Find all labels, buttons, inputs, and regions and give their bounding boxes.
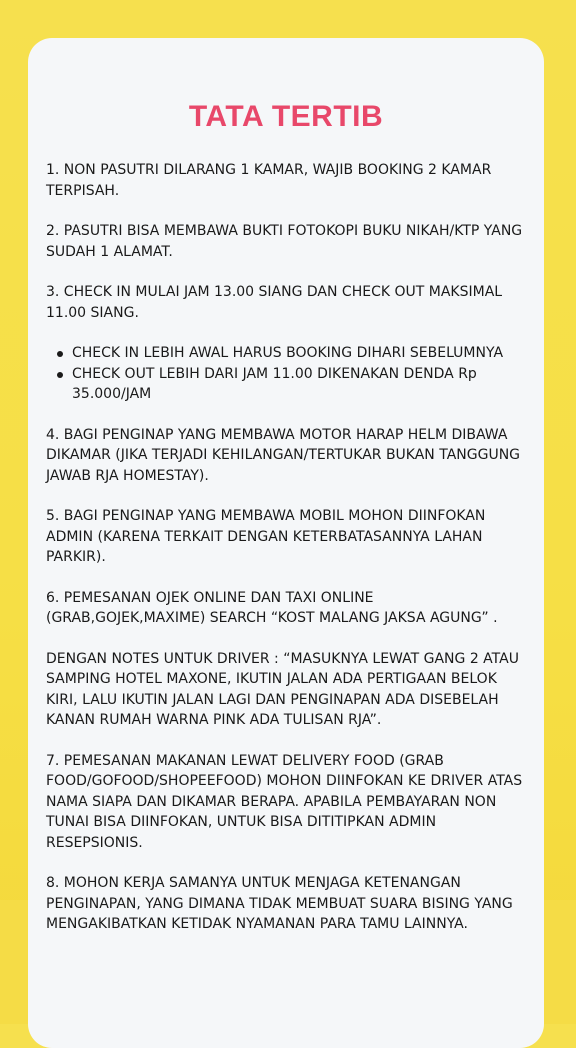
rule-3-bullet-2: CHECK OUT LEBIH DARI JAM 11.00 DIKENAKAN DENDA Rp 35.000/JAM [72, 364, 530, 405]
rule-8: 8. MOHON KERJA SAMANYA UNTUK MENJAGA KETENANGAN PENGINAPAN, YANG DIMANA TIDAK MEMBUAT SUARA BISING YANG MENGAKIBATKAN KETIDAK NYAMANAN PARA TAMU LAINNYA. [46, 875, 513, 932]
rule-3-bullet-list [46, 343, 530, 405]
page-title: TATA TERTIB [188, 100, 384, 133]
rule-1: 1. NON PASUTRI DILARANG 1 KAMAR, WAJIB BOOKING 2 KAMAR TERPISAH. [46, 162, 492, 199]
rules-content [46, 160, 530, 955]
rule-4: 4. BAGI PENGINAP YANG MEMBAWA MOTOR HARAP HELM DIBAWA DIKAMAR (JIKA TERJADI KEHILANGAN/TERTUKAR BUKAN TANGGUNG JAWAB RJA HOMESTAY). [46, 426, 521, 484]
rule-3-bullet-1: CHECK IN LEBIH AWAL HARUS BOOKING DIHARI SEBELUMNYA [72, 343, 530, 364]
rule-2: 2. PASUTRI BISA MEMBAWA BUKTI FOTOKOPI BUKU NIKAH/KTP YANG SUDAH 1 ALAMAT. [46, 223, 523, 260]
rule-7: 7. PEMESANAN MAKANAN LEWAT DELIVERY FOOD (GRAB FOOD/GOFOOD/SHOPEEFOOD) MOHON DIINFOKAN KE DRIVER ATAS NAMA SIAPA DAN DIKAMAR BERAPA. APABILA PEMBAYARAN NON TUNAI BISA DIINFOKAN, UNTUK BISA DITITIPKAN ADMIN RESEPSIONIS. [46, 752, 523, 851]
rule-5: 5. BAGI PENGINAP YANG MEMBAWA MOBIL MOHON DIINFOKAN ADMIN (KARENA TERKAIT DENGAN KETERBATASANNYA LAHAN PARKIR). [46, 508, 486, 565]
rules-card [28, 38, 544, 1048]
rule-6: 6. PEMESANAN OJEK ONLINE DAN TAXI ONLINE (GRAB,GOJEK,MAXIME) SEARCH “KOST MALANG JAKSA AGUNG” . [46, 589, 498, 626]
rule-3: 3. CHECK IN MULAI JAM 13.00 SIANG DAN CHECK OUT MAKSIMAL 11.00 SIANG. [46, 284, 503, 321]
rule-6-driver-notes: DENGAN NOTES UNTUK DRIVER : “MASUKNYA LEWAT GANG 2 ATAU SAMPING HOTEL MAXONE, IKUTIN JALAN ADA PERTIGAAN BELOK KIRI, LALU IKUTIN JALAN LAGI DAN PENGINAPAN ADA DISEBELAH KANAN RUMAH WARNA PINK ADA TULISAN RJA”. [46, 650, 519, 728]
